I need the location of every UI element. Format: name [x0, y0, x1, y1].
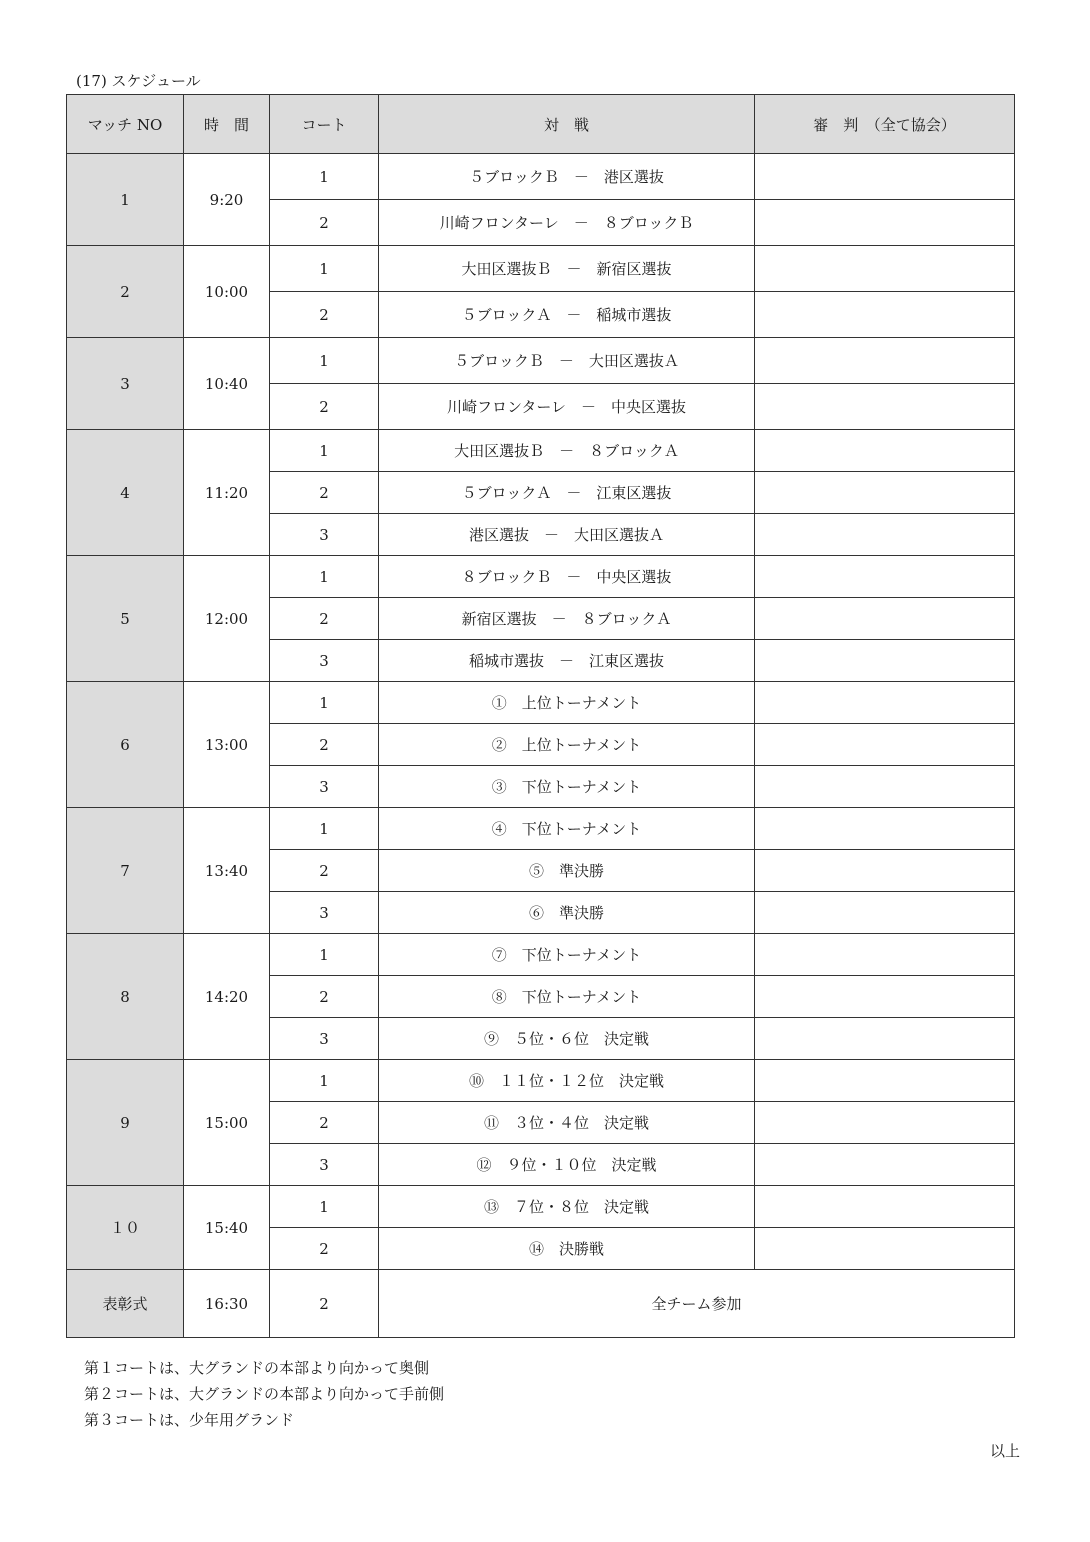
time-cell: 10:40	[184, 338, 270, 430]
game-cell: ⑭ 決勝戦	[379, 1228, 755, 1270]
game-cell: ① 上位トーナメント	[379, 682, 755, 724]
table-row	[67, 808, 1015, 850]
referee-cell	[755, 556, 1015, 598]
referee-cell	[755, 1102, 1015, 1144]
referee-cell	[755, 1060, 1015, 1102]
court-cell: 2	[270, 384, 379, 430]
time-cell: 15:00	[184, 1060, 270, 1186]
court-cell: 2	[270, 472, 379, 514]
referee-cell	[755, 808, 1015, 850]
court-cell: 1	[270, 430, 379, 472]
header-match-no: マッチ NO	[67, 95, 184, 154]
header-referee: 審 判 （全て協会）	[755, 95, 1015, 154]
table-row	[67, 154, 1015, 200]
game-cell: ５ブロックＡ － 江東区選抜	[379, 472, 755, 514]
match-no-cell: 2	[67, 246, 184, 338]
header-row	[67, 95, 1015, 154]
game-cell: ③ 下位トーナメント	[379, 766, 755, 808]
time-cell: 14:20	[184, 934, 270, 1060]
table-row	[67, 430, 1015, 472]
court-note: 第１コートは、大グランドの本部より向かって奥側	[84, 1359, 430, 1377]
table-row	[67, 1060, 1015, 1102]
court-cell: 2	[270, 850, 379, 892]
court-cell: 1	[270, 1186, 379, 1228]
referee-cell	[755, 292, 1015, 338]
court-cell: 3	[270, 640, 379, 682]
court-cell: 1	[270, 808, 379, 850]
game-cell: 川崎フロンターレ － ８ブロックＢ	[379, 200, 755, 246]
referee-cell	[755, 640, 1015, 682]
game-cell: 大田区選抜Ｂ － 新宿区選抜	[379, 246, 755, 292]
time-cell: 13:40	[184, 808, 270, 934]
court-cell: 1	[270, 154, 379, 200]
time-cell: 11:20	[184, 430, 270, 556]
referee-cell	[755, 1144, 1015, 1186]
match-no-cell: 6	[67, 682, 184, 808]
match-no-cell: 3	[67, 338, 184, 430]
game-cell: ８ブロックＢ － 中央区選抜	[379, 556, 755, 598]
referee-cell	[755, 1018, 1015, 1060]
award-row	[67, 1270, 1015, 1338]
referee-cell	[755, 934, 1015, 976]
court-cell: 3	[270, 892, 379, 934]
court-cell: 1	[270, 934, 379, 976]
referee-cell	[755, 1228, 1015, 1270]
referee-cell	[755, 976, 1015, 1018]
table-row	[67, 934, 1015, 976]
match-no-cell: 9	[67, 1060, 184, 1186]
match-no-cell: 1	[67, 154, 184, 246]
court-cell: 2	[270, 1228, 379, 1270]
referee-cell	[755, 850, 1015, 892]
court-cell: 1	[270, 556, 379, 598]
time-cell: 12:00	[184, 556, 270, 682]
game-cell: 川崎フロンターレ － 中央区選抜	[379, 384, 755, 430]
header-time: 時 間	[184, 95, 270, 154]
header-game: 対 戦	[379, 95, 755, 154]
game-cell: 稲城市選抜 － 江東区選抜	[379, 640, 755, 682]
court-cell: 2	[270, 976, 379, 1018]
game-cell: ⑦ 下位トーナメント	[379, 934, 755, 976]
match-no-cell: １０	[67, 1186, 184, 1270]
court-cell: 1	[270, 1060, 379, 1102]
court-cell: 2	[270, 724, 379, 766]
referee-cell	[755, 598, 1015, 640]
court-cell: 3	[270, 1018, 379, 1060]
game-cell: ５ブロックＡ － 稲城市選抜	[379, 292, 755, 338]
award-note-cell: 全チーム参加	[379, 1270, 1015, 1338]
referee-cell	[755, 154, 1015, 200]
referee-cell	[755, 514, 1015, 556]
court-cell: 2	[270, 292, 379, 338]
game-cell: 港区選抜 － 大田区選抜Ａ	[379, 514, 755, 556]
court-cell: 1	[270, 338, 379, 384]
court-cell: 1	[270, 246, 379, 292]
game-cell: 新宿区選抜 － ８ブロックＡ	[379, 598, 755, 640]
referee-cell	[755, 246, 1015, 292]
referee-cell	[755, 766, 1015, 808]
game-cell: ５ブロックＢ － 大田区選抜Ａ	[379, 338, 755, 384]
table-row	[67, 338, 1015, 384]
award-court-cell: 2	[270, 1270, 379, 1338]
court-cell: 3	[270, 514, 379, 556]
game-cell: ⑩ １１位・１２位 決定戦	[379, 1060, 755, 1102]
header-court: コート	[270, 95, 379, 154]
court-cell: 3	[270, 766, 379, 808]
match-no-cell: 5	[67, 556, 184, 682]
match-no-cell: 8	[67, 934, 184, 1060]
time-cell: 15:40	[184, 1186, 270, 1270]
court-note: 第３コートは、少年用グランド	[84, 1411, 295, 1429]
referee-cell	[755, 200, 1015, 246]
court-cell: 2	[270, 200, 379, 246]
referee-cell	[755, 430, 1015, 472]
game-cell: ⑧ 下位トーナメント	[379, 976, 755, 1018]
court-cell: 1	[270, 682, 379, 724]
referee-cell	[755, 724, 1015, 766]
game-cell: ５ブロックＢ － 港区選抜	[379, 154, 755, 200]
referee-cell	[755, 1186, 1015, 1228]
court-note: 第２コートは、大グランドの本部より向かって手前側	[84, 1385, 445, 1403]
match-no-cell: 7	[67, 808, 184, 934]
referee-cell	[755, 892, 1015, 934]
time-cell: 13:00	[184, 682, 270, 808]
court-notes	[84, 1355, 444, 1433]
referee-cell	[755, 384, 1015, 430]
match-no-cell: 4	[67, 430, 184, 556]
game-cell: ⑪ ３位・４位 決定戦	[379, 1102, 755, 1144]
section-heading: (17) スケジュール	[76, 72, 201, 90]
court-cell: 3	[270, 1144, 379, 1186]
time-cell: 9:20	[184, 154, 270, 246]
game-cell: ④ 下位トーナメント	[379, 808, 755, 850]
referee-cell	[755, 682, 1015, 724]
game-cell: 大田区選抜Ｂ － ８ブロックＡ	[379, 430, 755, 472]
award-time-cell: 16:30	[184, 1270, 270, 1338]
game-cell: ② 上位トーナメント	[379, 724, 755, 766]
table-row	[67, 246, 1015, 292]
schedule-table	[66, 94, 1015, 1338]
game-cell: ⑨ ５位・６位 決定戦	[379, 1018, 755, 1060]
game-cell: ⑫ ９位・１０位 決定戦	[379, 1144, 755, 1186]
table-row	[67, 556, 1015, 598]
end-mark: 以上	[990, 1442, 1021, 1460]
game-cell: ⑬ ７位・８位 決定戦	[379, 1186, 755, 1228]
game-cell: ⑤ 準決勝	[379, 850, 755, 892]
game-cell: ⑥ 準決勝	[379, 892, 755, 934]
referee-cell	[755, 338, 1015, 384]
time-cell: 10:00	[184, 246, 270, 338]
referee-cell	[755, 472, 1015, 514]
award-label-cell: 表彰式	[67, 1270, 184, 1338]
court-cell: 2	[270, 598, 379, 640]
table-row	[67, 1186, 1015, 1228]
court-cell: 2	[270, 1102, 379, 1144]
table-row	[67, 682, 1015, 724]
